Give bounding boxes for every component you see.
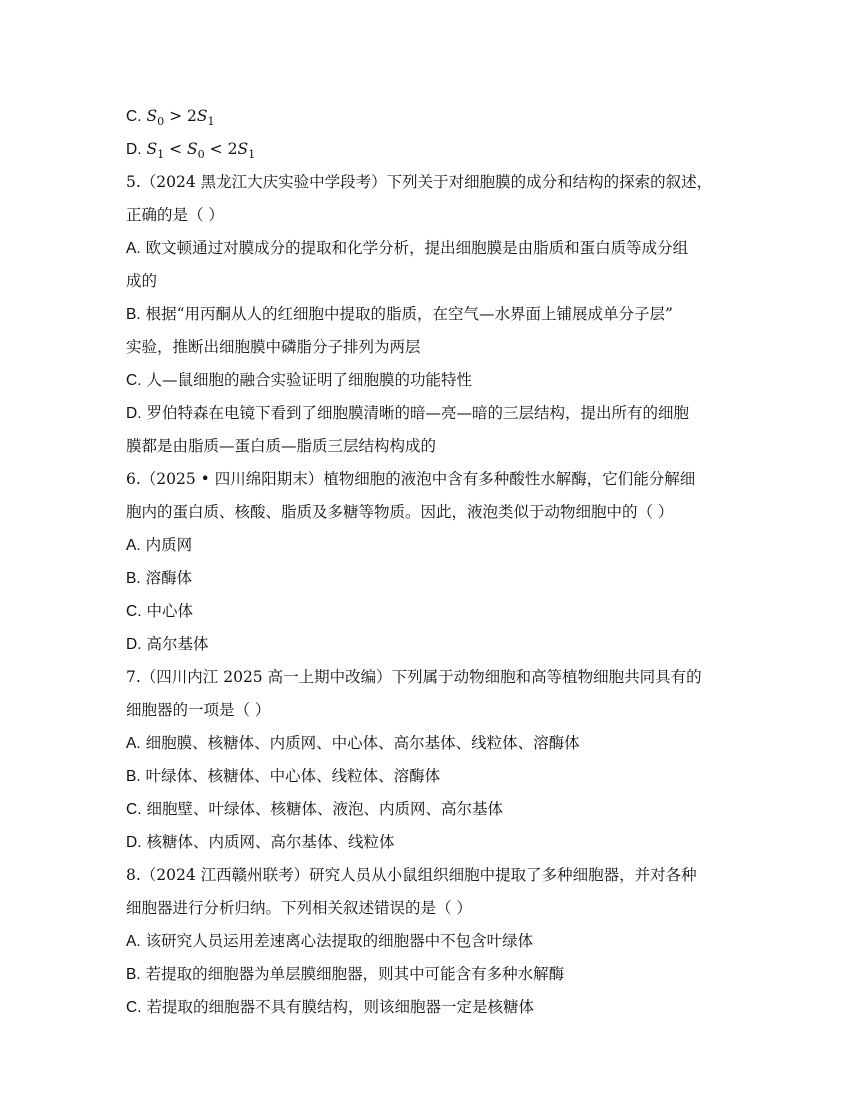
option-5a: A. 欧文顿通过对膜成分的提取和化学分析，提出细胞膜是由脂质和蛋白质等成分组 [126, 239, 689, 257]
option-8c: C. 若提取的细胞器不具有膜结构，则该细胞器一定是核糖体 [126, 998, 534, 1016]
option-8b: B. 若提取的细胞器为单层膜细胞器，则其中可能含有多种水解酶 [126, 965, 565, 983]
option-letter: C. [126, 108, 142, 125]
option-5b: B. 根据“用丙酮从人的红细胞中提取的脂质，在空气—水界面上铺展成单分子层” [126, 305, 673, 323]
question-stem: 6.（2025 • 四川绵阳期末）植物细胞的液泡中含有多种酸性水解酶，它们能分解细 [126, 470, 696, 488]
option-8a: A. 该研究人员运用差速离心法提取的细胞器中不包含叶绿体 [126, 932, 534, 950]
question-stem: 细胞器进行分析归纳。下列相关叙述错误的是（ ） [126, 899, 472, 917]
option-4d [126, 133, 736, 166]
option-7a: A. 细胞膜、核糖体、内质网、中心体、高尔基体、线粒体、溶酶体 [126, 734, 580, 752]
option-6a: A. 内质网 [126, 536, 193, 554]
option-5b-cont: 实验，推断出细胞膜中磷脂分子排列为两层 [126, 338, 421, 356]
option-7d: D. 核糖体、内质网、高尔基体、线粒体 [126, 833, 395, 851]
option-5a-cont: 成的 [126, 272, 158, 290]
question-list [126, 100, 736, 1024]
math-expression: $S_1 < S_0 < 2S_1$ [146, 140, 256, 162]
option-5c: C. 人—鼠细胞的融合实验证明了细胞膜的功能特性 [126, 371, 472, 389]
question-stem: 胞内的蛋白质、核酸、脂质及多糖等物质。因此，液泡类似于动物细胞中的（ ） [126, 503, 674, 521]
question-6 [126, 463, 736, 661]
question-stem: 7.（四川内江 2025 高一上期中改编）下列属于动物细胞和高等植物细胞共同具有的 [126, 668, 702, 686]
option-5d: D. 罗伯特森在电镜下看到了细胞膜清晰的暗—亮—暗的三层结构，提出所有的细胞 [126, 404, 689, 422]
option-4c [126, 100, 736, 133]
question-stem: 细胞器的一项是（ ） [126, 701, 271, 719]
option-6b: B. 溶酶体 [126, 569, 193, 587]
option-letter: D. [126, 141, 142, 158]
question-stem: 8.（2024 江西赣州联考）研究人员从小鼠组织细胞中提取了多种细胞器，并对各种 [126, 866, 697, 884]
question-stem: 正确的是（ ） [126, 206, 224, 224]
question-5 [126, 166, 736, 463]
option-5d-cont: 膜都是由脂质—蛋白质—脂质三层结构构成的 [126, 437, 437, 455]
option-6c: C. 中心体 [126, 602, 193, 620]
question-stem: 5.（2024 黑龙江大庆实验中学段考）下列关于对细胞膜的成分和结构的探索的叙述， [126, 173, 713, 191]
option-6d: D. 高尔基体 [126, 635, 209, 653]
option-7b: B. 叶绿体、核糖体、中心体、线粒体、溶酶体 [126, 767, 441, 785]
question-7 [126, 661, 736, 859]
option-7c: C. 细胞壁、叶绿体、核糖体、液泡、内质网、高尔基体 [126, 800, 503, 818]
question-8 [126, 859, 736, 1024]
math-expression: $S_0 > 2S_1$ [146, 107, 215, 129]
